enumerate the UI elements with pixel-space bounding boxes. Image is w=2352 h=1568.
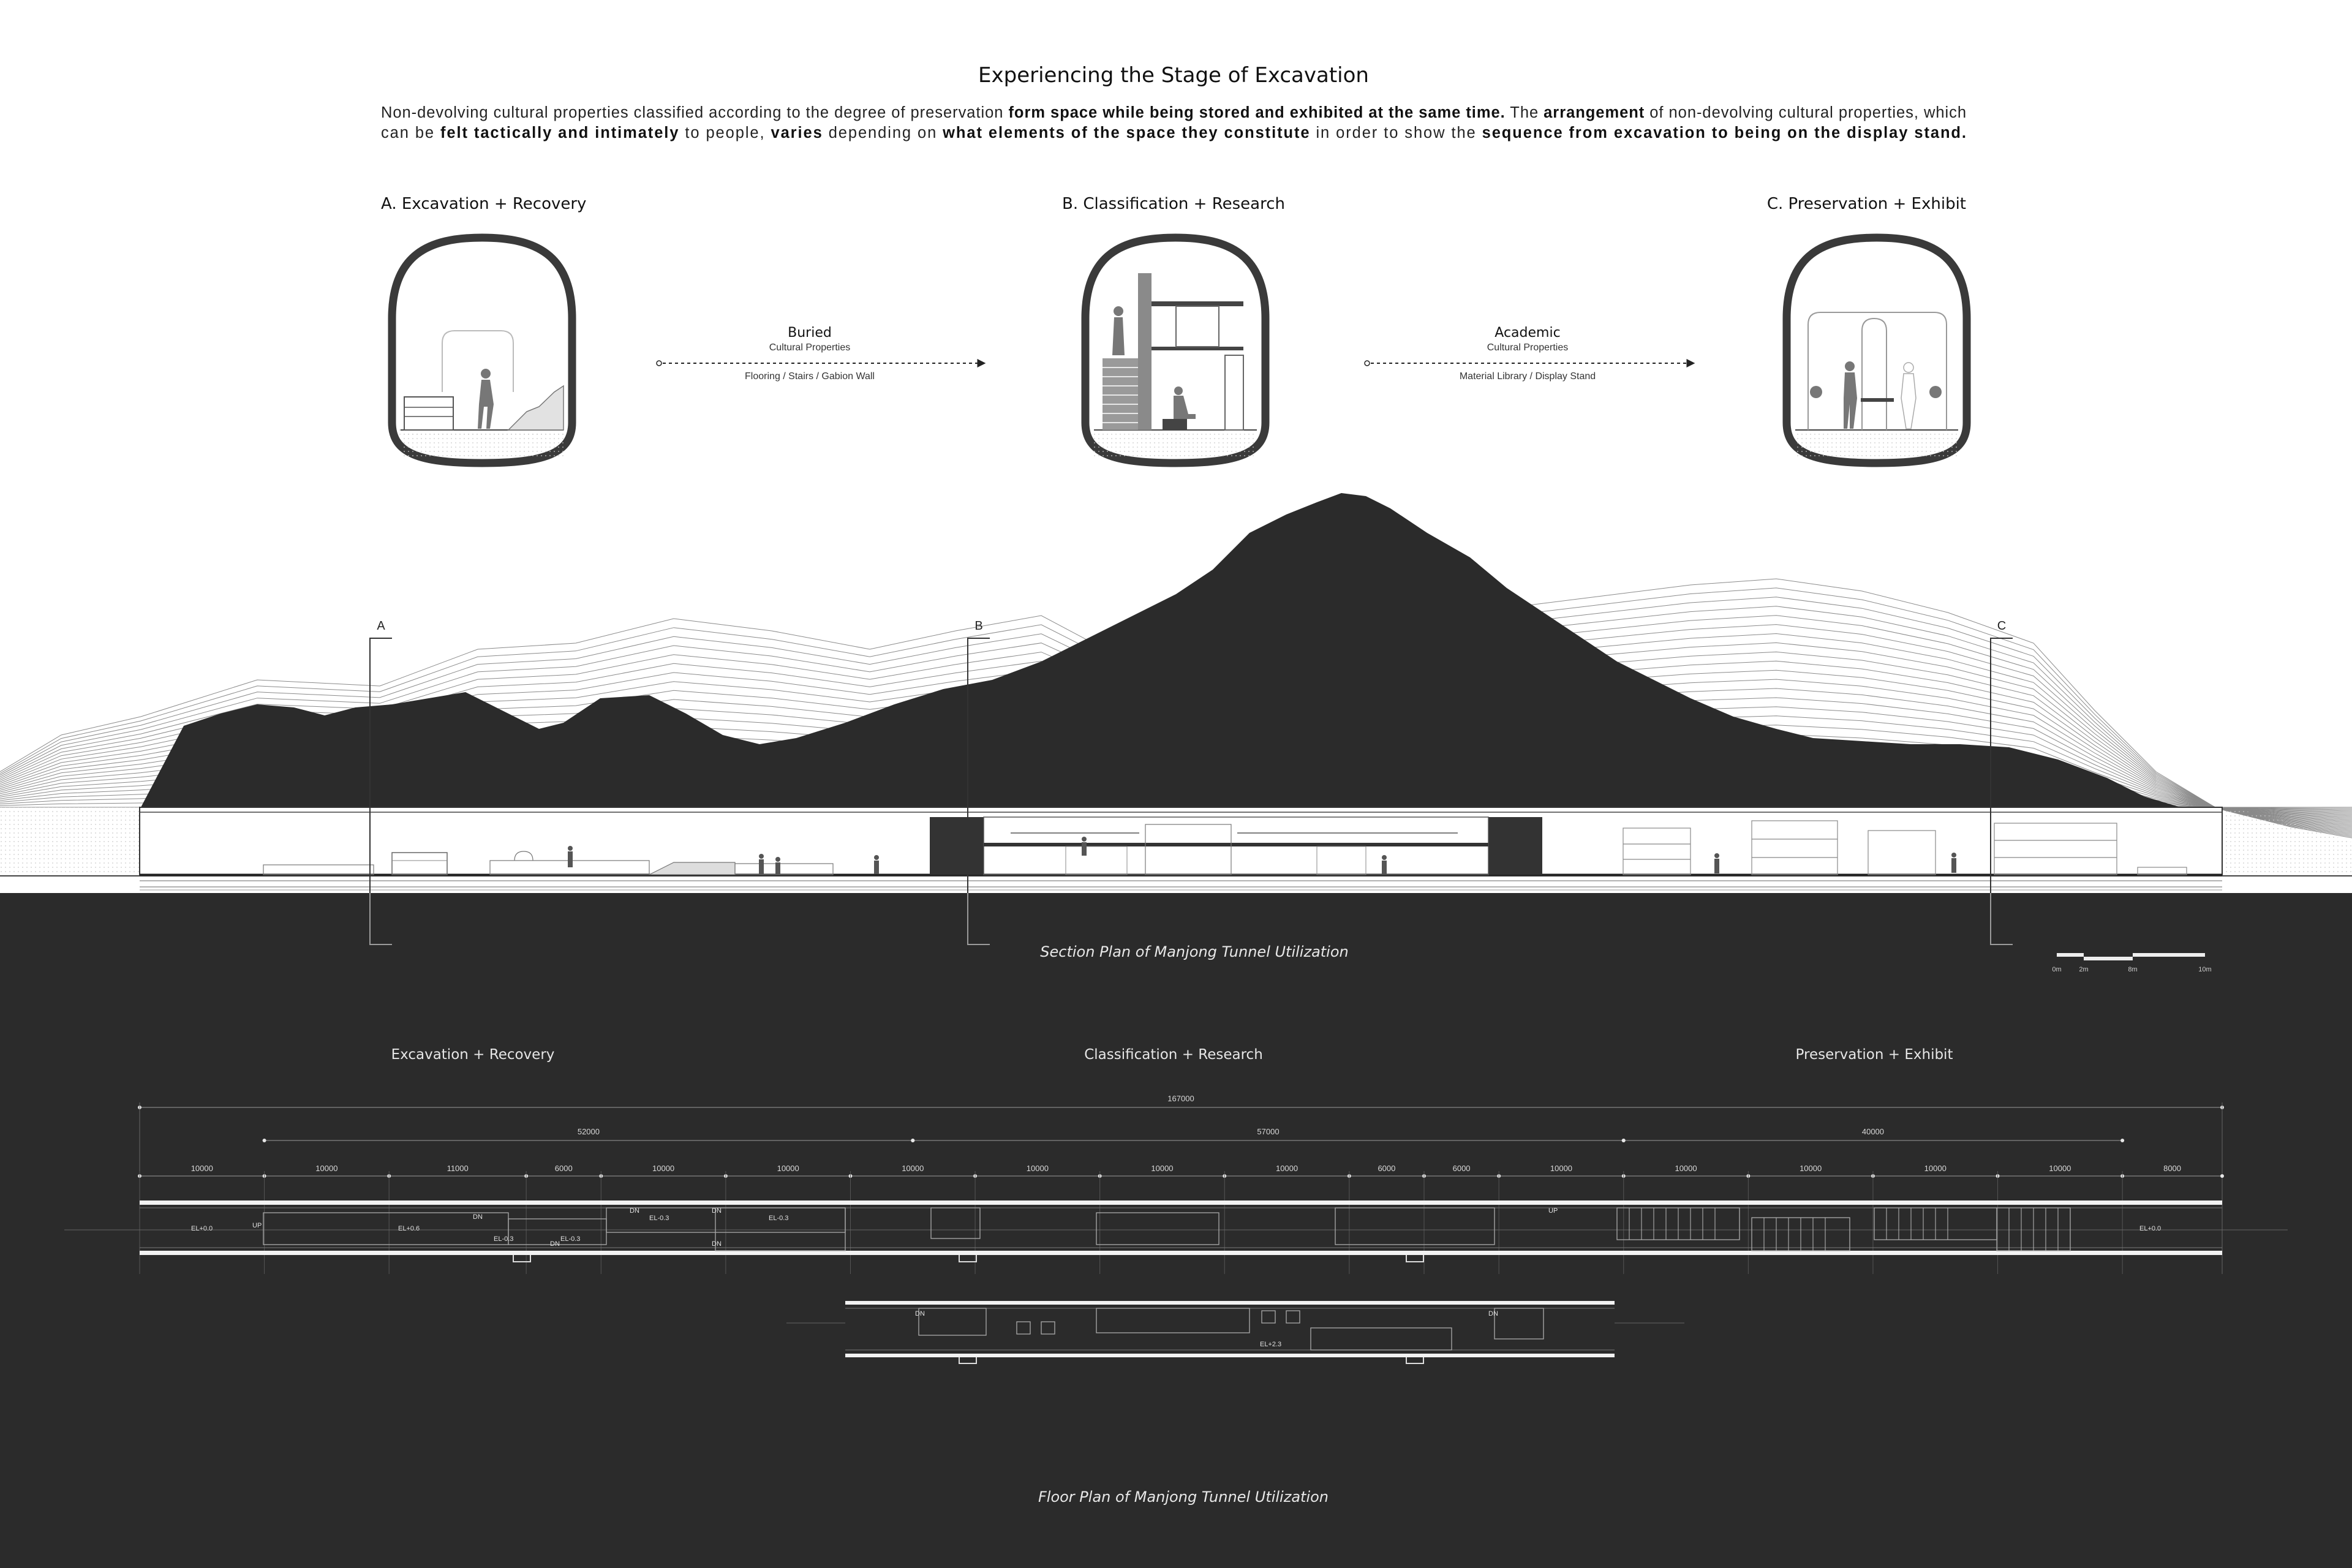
flow-subtitle: Cultural Properties	[1487, 342, 1569, 353]
mountain-silhouette	[141, 493, 2180, 807]
elevation-tag: EL+0.6	[398, 1225, 420, 1232]
scale-label: 0m	[2052, 966, 2062, 973]
dark-panel	[0, 893, 2352, 1568]
dimension-label: 52000	[577, 1127, 600, 1136]
dimension-label: 10000	[1275, 1164, 1298, 1173]
stair-mark: DN	[1488, 1310, 1498, 1317]
intro-run: to people,	[679, 124, 770, 141]
intro-run: sequence from excavation to being on the display stand.	[1482, 124, 1967, 141]
intro-run: in order to show the	[1310, 124, 1481, 141]
dimension-label: 6000	[1378, 1164, 1396, 1173]
elevation-tag: EL-0.3	[649, 1215, 669, 1222]
dimension-tick	[2220, 1174, 2224, 1178]
elevation-tag: EL+2.3	[1260, 1341, 1282, 1348]
stair-mark: DN	[473, 1213, 483, 1221]
stair-mark: DN	[712, 1240, 722, 1248]
intro-run: what elements of the space they constitute	[943, 124, 1310, 141]
stair-mark: DN	[550, 1240, 560, 1248]
plan-caption: Floor Plan of Manjong Tunnel Utilization	[1038, 1488, 1329, 1506]
intro-line-1	[381, 104, 1966, 121]
intro-run: Non-devolving cultural properties classified according to the degree of preservation	[381, 104, 1008, 121]
tunnel-vignette-a	[392, 238, 572, 463]
flow-subtitle: Cultural Properties	[769, 342, 851, 353]
dimension-label: 10000	[190, 1164, 213, 1173]
stage-label-a: A. Excavation + Recovery	[381, 195, 587, 213]
dimension-label: 10000	[2049, 1164, 2071, 1173]
flow-elements: Flooring / Stairs / Gabion Wall	[745, 371, 875, 382]
dimension-label: 10000	[1151, 1164, 1174, 1173]
intro-run: felt tactically and intimately	[440, 124, 679, 141]
dimension-label: 10000	[315, 1164, 338, 1173]
terrain-ground-left	[0, 807, 140, 876]
dimension-tick	[2120, 1139, 2124, 1142]
scale-label: 8m	[2128, 966, 2138, 973]
page-title: Experiencing the Stage of Excavation	[978, 63, 1369, 88]
elevation-tag: EL-0.3	[560, 1235, 581, 1243]
intro-run: can be	[381, 124, 440, 141]
tunnel-vignette-b	[1085, 238, 1265, 463]
zone-label-excavation: Excavation + Recovery	[391, 1047, 555, 1063]
dimension-label: 10000	[1924, 1164, 1947, 1173]
section-marker-label: B	[974, 619, 983, 633]
dimension-tick	[911, 1139, 914, 1142]
section-caption: Section Plan of Manjong Tunnel Utilization	[1040, 943, 1349, 960]
scale-label: 10m	[2198, 966, 2212, 973]
elevation-tag: EL-0.3	[769, 1215, 789, 1222]
dimension-label: 6000	[554, 1164, 573, 1173]
dimension-tick	[1622, 1139, 1626, 1142]
flow-title: Academic	[1494, 325, 1561, 341]
elevation-tag: EL+0.0	[191, 1225, 213, 1232]
stair-mark: DN	[630, 1207, 639, 1215]
zone-label-preservation: Preservation + Exhibit	[1795, 1047, 1953, 1063]
stair-mark: UP	[1548, 1207, 1558, 1215]
tunnel-vignette-c	[1787, 238, 1967, 463]
intro-run: varies	[771, 124, 822, 141]
intro-run: depending on	[823, 124, 942, 141]
dimension-label: 10000	[777, 1164, 799, 1173]
dimension-label: 6000	[1452, 1164, 1471, 1173]
elevation-tag: EL-0.3	[494, 1235, 514, 1243]
stair-mark: UP	[252, 1222, 262, 1229]
flow-title: Buried	[788, 325, 832, 341]
stair-mark: DN	[915, 1310, 925, 1317]
dimension-label: 10000	[1026, 1164, 1049, 1173]
intro-run: of non-devolving cultural properties, which	[1645, 104, 1966, 121]
intro-run: The	[1505, 104, 1544, 121]
stage-label-b: B. Classification + Research	[1062, 195, 1285, 213]
scale-label: 2m	[2079, 966, 2089, 973]
elevation-tag: EL+0.0	[2139, 1225, 2162, 1232]
dimension-label: 167000	[1167, 1094, 1194, 1103]
section-marker-label: C	[1997, 619, 2007, 633]
dimension-label: 10000	[1800, 1164, 1822, 1173]
intro-line-2	[381, 124, 1966, 141]
dimension-label: 10000	[1550, 1164, 1573, 1173]
dimension-label: 10000	[652, 1164, 675, 1173]
zone-label-classification: Classification + Research	[1084, 1047, 1263, 1063]
dimension-label: 57000	[1257, 1127, 1280, 1136]
flow-arrow-academic	[1365, 325, 1694, 382]
dimension-tick	[263, 1139, 266, 1142]
stair-mark: DN	[712, 1207, 722, 1215]
dimension-label: 8000	[2163, 1164, 2182, 1173]
section-marker-label: A	[377, 619, 385, 633]
dimension-label: 10000	[1675, 1164, 1697, 1173]
intro-run: form space while being stored and exhibited at the same time.	[1008, 104, 1505, 121]
dimension-label: 40000	[1861, 1127, 1885, 1136]
stage-label-c: C. Preservation + Exhibit	[1766, 195, 1966, 213]
dimension-label: 11000	[447, 1164, 469, 1173]
intro-run: arrangement	[1544, 104, 1645, 121]
dimension-label: 10000	[902, 1164, 924, 1173]
flow-arrow-buried	[657, 325, 985, 382]
flow-elements: Material Library / Display Stand	[1459, 371, 1596, 382]
